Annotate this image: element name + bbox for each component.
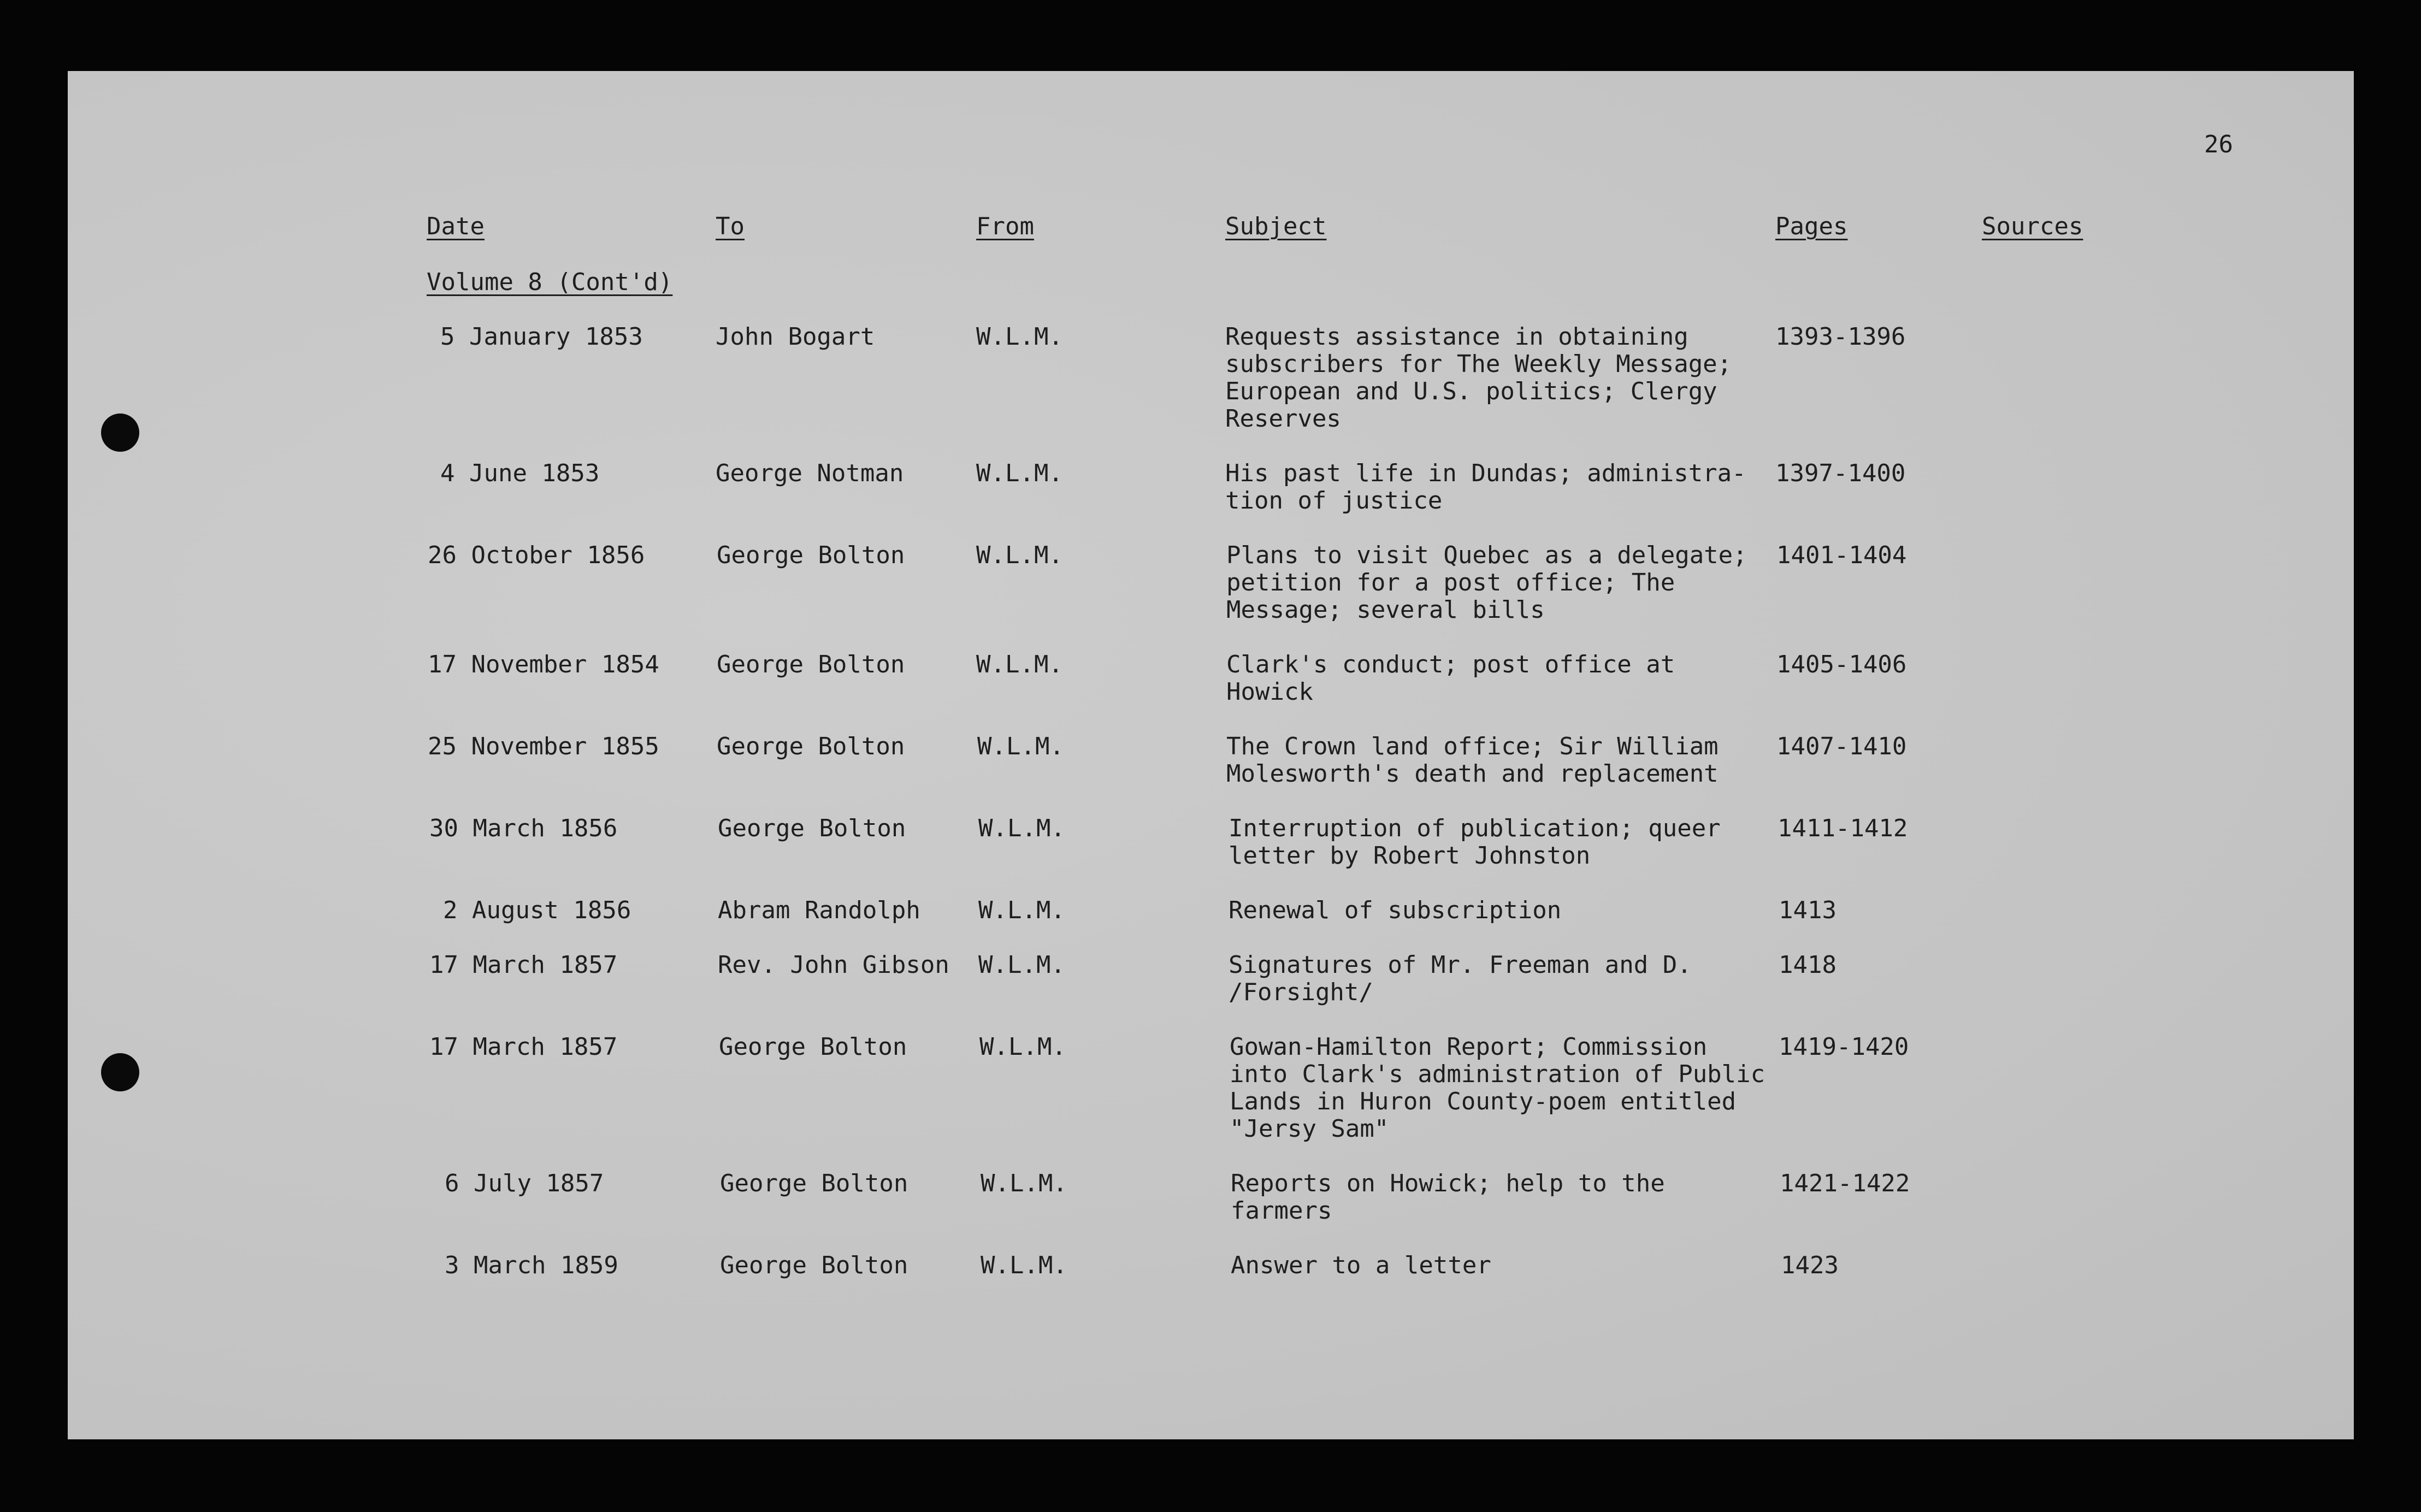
row-from: W.L.M. bbox=[976, 651, 1063, 678]
subject-line: Answer to a letter bbox=[1231, 1251, 1491, 1279]
subject-line: Renewal of subscription bbox=[1229, 896, 1562, 924]
subject-line: /Forsight/ bbox=[1229, 978, 1373, 1006]
row-to: Rev. John Gibson bbox=[718, 951, 949, 979]
page-number: 26 bbox=[2204, 131, 2233, 158]
row-pages: 1413 bbox=[1779, 896, 1837, 924]
row-pages: 1401-1404 bbox=[1776, 541, 1907, 569]
row-date: 3 March 1859 bbox=[445, 1251, 618, 1279]
row-from: W.L.M. bbox=[981, 1170, 1067, 1197]
header-date: Date bbox=[427, 212, 485, 240]
subject-line: letter by Robert Johnston bbox=[1229, 842, 1591, 870]
row-subject bbox=[1226, 542, 1767, 624]
row-pages: 1411-1412 bbox=[1778, 814, 1908, 842]
subject-line: Molesworth's death and replacement bbox=[1226, 760, 1719, 788]
row-to: George Bolton bbox=[718, 814, 906, 842]
subject-line: subscribers for The Weekly Message; bbox=[1225, 350, 1732, 378]
row-date: 30 March 1856 bbox=[429, 814, 618, 842]
subject-line: farmers bbox=[1231, 1197, 1332, 1225]
header-subject: Subject bbox=[1225, 212, 1327, 240]
row-pages: 1397-1400 bbox=[1775, 459, 1906, 487]
row-pages: 1423 bbox=[1781, 1251, 1839, 1279]
row-from: W.L.M. bbox=[976, 541, 1063, 569]
subject-line: "Jersy Sam" bbox=[1230, 1115, 1389, 1143]
row-to: George Bolton bbox=[717, 733, 905, 760]
row-date: 17 March 1857 bbox=[429, 951, 618, 979]
document-page bbox=[68, 71, 2354, 1439]
row-subject bbox=[1225, 460, 1766, 515]
row-pages: 1418 bbox=[1779, 951, 1837, 979]
row-to: George Bolton bbox=[720, 1170, 908, 1197]
subject-line: The Crown land office; Sir William bbox=[1226, 733, 1719, 760]
row-date: 17 March 1857 bbox=[429, 1033, 618, 1061]
row-subject bbox=[1225, 323, 1766, 433]
header-pages: Pages bbox=[1775, 212, 1848, 240]
row-pages: 1421-1422 bbox=[1780, 1170, 1910, 1197]
row-from: W.L.M. bbox=[978, 951, 1065, 979]
section-title: Volume 8 (Cont'd) bbox=[427, 268, 673, 296]
row-date: 2 August 1856 bbox=[443, 896, 631, 924]
row-pages: 1407-1410 bbox=[1776, 733, 1907, 760]
subject-line: Message; several bills bbox=[1226, 596, 1545, 624]
row-to: George Bolton bbox=[717, 541, 905, 569]
row-date: 5 January 1853 bbox=[440, 323, 643, 351]
subject-line: His past life in Dundas; administra- bbox=[1225, 459, 1746, 487]
subject-line: Signatures of Mr. Freeman and D. bbox=[1229, 951, 1692, 979]
row-from: W.L.M. bbox=[979, 1033, 1066, 1061]
row-subject bbox=[1229, 815, 1769, 870]
row-to: George Bolton bbox=[720, 1251, 908, 1279]
row-date: 17 November 1854 bbox=[428, 651, 659, 678]
subject-line: Plans to visit Quebec as a delegate; bbox=[1226, 541, 1747, 569]
row-subject bbox=[1231, 1252, 1772, 1279]
subject-line: into Clark's administration of Public bbox=[1230, 1060, 1765, 1088]
row-pages: 1405-1406 bbox=[1776, 651, 1907, 678]
subject-line: Howick bbox=[1226, 678, 1313, 706]
row-date: 6 July 1857 bbox=[445, 1170, 604, 1197]
subject-line: Reserves bbox=[1225, 405, 1341, 433]
subject-line: Reports on Howick; help to the bbox=[1231, 1170, 1665, 1197]
subject-line: tion of justice bbox=[1225, 487, 1443, 515]
row-subject bbox=[1229, 952, 1769, 1006]
row-from: W.L.M. bbox=[981, 1251, 1067, 1279]
row-date: 25 November 1855 bbox=[428, 733, 659, 760]
row-to: Abram Randolph bbox=[718, 896, 920, 924]
row-from: W.L.M. bbox=[976, 323, 1063, 351]
row-to: George Bolton bbox=[719, 1033, 907, 1061]
row-from: W.L.M. bbox=[978, 814, 1065, 842]
row-from: W.L.M. bbox=[976, 459, 1063, 487]
punch-hole bbox=[101, 414, 139, 452]
header-to: To bbox=[716, 212, 745, 240]
row-from: W.L.M. bbox=[978, 896, 1065, 924]
subject-line: Gowan-Hamilton Report; Commission bbox=[1230, 1033, 1708, 1061]
row-subject bbox=[1229, 897, 1769, 924]
row-subject bbox=[1226, 651, 1767, 706]
subject-line: petition for a post office; The bbox=[1226, 569, 1675, 596]
row-from: W.L.M. bbox=[977, 733, 1064, 760]
row-pages: 1419-1420 bbox=[1779, 1033, 1909, 1061]
subject-line: European and U.S. politics; Clergy bbox=[1225, 377, 1717, 405]
row-to: George Bolton bbox=[717, 651, 905, 678]
header-from: From bbox=[976, 212, 1034, 240]
header-sources: Sources bbox=[1982, 212, 2083, 240]
subject-line: Clark's conduct; post office at bbox=[1226, 651, 1675, 678]
subject-line: Requests assistance in obtaining bbox=[1225, 323, 1688, 351]
punch-hole bbox=[101, 1053, 139, 1091]
subject-line: Lands in Huron County-poem entitled bbox=[1230, 1088, 1737, 1115]
row-subject bbox=[1226, 733, 1767, 788]
row-date: 26 October 1856 bbox=[428, 541, 645, 569]
row-date: 4 June 1853 bbox=[440, 459, 600, 487]
row-pages: 1393-1396 bbox=[1775, 323, 1906, 351]
row-to: George Notman bbox=[716, 459, 904, 487]
row-to: John Bogart bbox=[716, 323, 875, 351]
row-subject bbox=[1230, 1033, 1770, 1143]
subject-line: Interruption of publication; queer bbox=[1229, 814, 1721, 842]
row-subject bbox=[1231, 1170, 1772, 1225]
